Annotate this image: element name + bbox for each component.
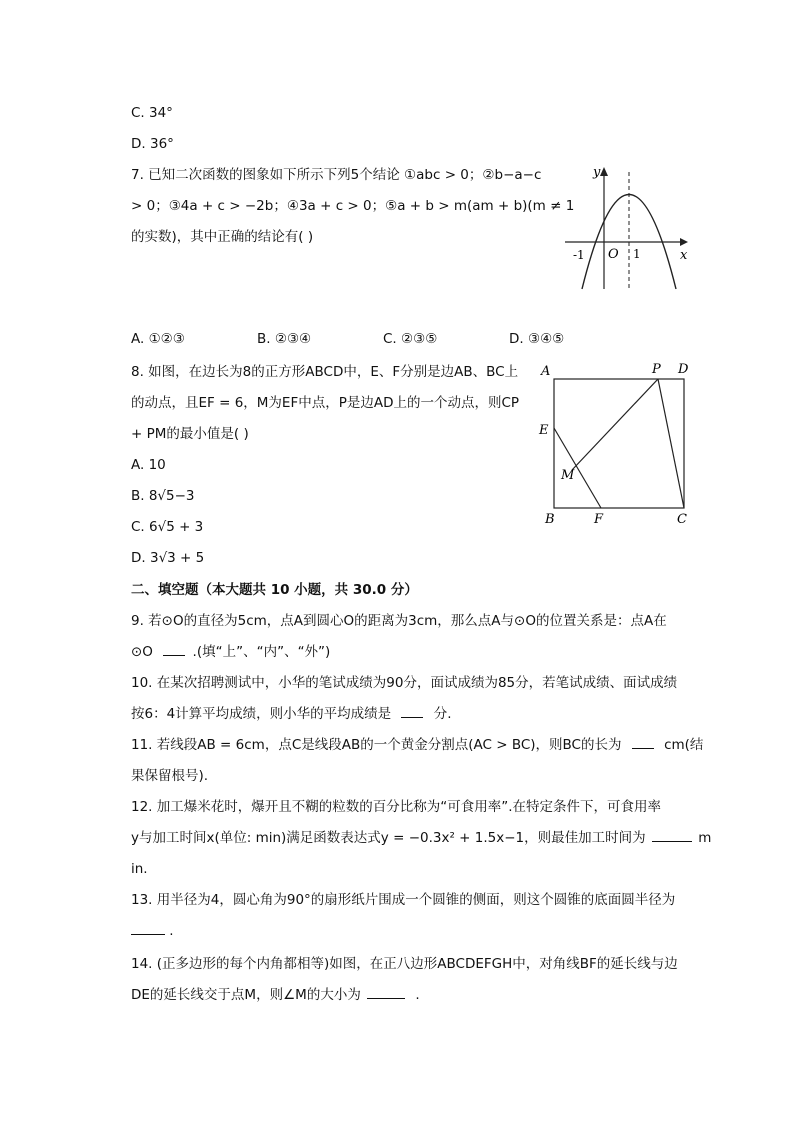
fig-label-e: E xyxy=(539,423,549,438)
fig-label-m: M xyxy=(561,468,575,483)
q11-text-line1 xyxy=(131,736,703,754)
graph-label-1: 1 xyxy=(633,247,641,261)
q7-option-c: C. ②③⑤ xyxy=(383,331,438,347)
q8-square-figure xyxy=(538,360,698,530)
q11-line1-post: cm(结 xyxy=(664,737,704,753)
fig-label-c: C xyxy=(677,512,687,527)
q10-text-line2 xyxy=(131,705,452,723)
q12-text-line3: in. xyxy=(131,861,148,877)
q8-option-b: B. 8√5−3 xyxy=(131,488,195,504)
q10-line2-pre: 按6：4计算平均成绩，则小华的平均成绩是 xyxy=(131,706,392,722)
q10-line2-post: 分. xyxy=(433,706,452,722)
q11-text-line2: 果保留根号). xyxy=(131,768,209,784)
fig-label-b: B xyxy=(545,512,555,527)
q7-option-d: D. ③④⑤ xyxy=(509,331,565,347)
graph-label-origin: O xyxy=(608,247,619,262)
q8-text-line1: 8. 如图，在边长为8的正方形ABCD中，E、F分别是边AB、BC上 xyxy=(131,364,519,380)
graph-label-y: y xyxy=(593,165,601,180)
q13-text-line2 xyxy=(131,922,174,940)
q10-answer-blank[interactable] xyxy=(401,705,423,718)
fig-label-a: A xyxy=(541,364,551,379)
q14-line2-pre: DE的延长线交于点M，则∠M的大小为 xyxy=(131,987,361,1003)
q8-option-a: A. 10 xyxy=(131,457,166,473)
q11-line1-pre: 11. 若线段AB = 6cm，点C是线段AB的一个黄金分割点(AC > BC)，则BC的长为 xyxy=(131,737,622,753)
graph-label-x: x xyxy=(680,248,688,263)
q10-text-line1: 10. 在某次招聘测试中，小华的笔试成绩为90分，面试成绩为85分，若笔试成绩、面试成绩 xyxy=(131,675,678,691)
q12-text-line1: 12. 加工爆米花时，爆开且不糊的粒数的百分比称为“可食用率”.在特定条件下，可食用率 xyxy=(131,799,662,815)
q8-option-d: D. 3√3 + 5 xyxy=(131,550,205,566)
q8-text-line3: + PM的最小值是( ) xyxy=(131,426,249,442)
q8-text-line2: 的动点，且EF = 6，M为EF中点，P是边AD上的一个动点，则CP xyxy=(131,395,520,411)
q13-answer-blank[interactable] xyxy=(131,922,165,935)
q13-line2-post: . xyxy=(169,923,174,939)
q6-option-d: D. 36° xyxy=(131,136,174,152)
q9-line2-pre: ⊙O xyxy=(131,644,153,660)
q12-answer-blank[interactable] xyxy=(652,829,692,842)
q9-answer-blank[interactable] xyxy=(163,643,185,656)
q9-text-line2 xyxy=(131,643,330,661)
fig-label-f: F xyxy=(594,512,604,527)
fig-label-p: P xyxy=(652,362,661,377)
graph-label-neg1: -1 xyxy=(573,248,585,262)
q12-text-line2 xyxy=(131,829,711,847)
q9-text-line1: 9. 若⊙O的直径为5cm，点A到圆心O的距离为3cm，那么点A与⊙O的位置关系是：点A在 xyxy=(131,613,667,629)
q6-option-c: C. 34° xyxy=(131,105,173,121)
q9-line2-post: .(填“上”、“内”、“外”) xyxy=(192,644,331,660)
fig-label-d: D xyxy=(678,362,689,377)
q14-text-line2 xyxy=(131,986,420,1004)
q7-option-a: A. ①②③ xyxy=(131,331,185,347)
q7-text-line1: 7. 已知二次函数的图象如下所示下列5个结论 ①abc > 0；②b−a−c xyxy=(131,167,542,183)
q7-parabola-graph xyxy=(560,158,695,293)
q7-text-line3: 的实数)，其中正确的结论有( ) xyxy=(131,229,314,245)
q12-line2-pre: y与加工时间x(单位: min)满足函数表达式y = −0.3x² + 1.5x−1，则最佳加工时间为 xyxy=(131,830,646,846)
q14-answer-blank[interactable] xyxy=(367,986,405,999)
q14-text-line1: 14. (正多边形的每个内角都相等)如图，在正八边形ABCDEFGH中，对角线BF的延长线与边 xyxy=(131,956,678,972)
q8-option-c: C. 6√5 + 3 xyxy=(131,519,204,535)
section-2-header: 二、填空题（本大题共 10 小题，共 30.0 分） xyxy=(131,582,418,598)
q14-line2-post: . xyxy=(415,987,420,1003)
q13-text-line1: 13. 用半径为4，圆心角为90°的扇形纸片围成一个圆锥的侧面，则这个圆锥的底面圆半径为 xyxy=(131,892,676,908)
q7-text-line2: > 0；③4a + c > −2b；④3a + c > 0；⑤a + b > m(am + b)(m ≠ 1 xyxy=(131,198,575,214)
q11-answer-blank[interactable] xyxy=(632,736,654,749)
q7-option-b: B. ②③④ xyxy=(257,331,312,347)
q12-line2-post: m xyxy=(698,830,712,846)
